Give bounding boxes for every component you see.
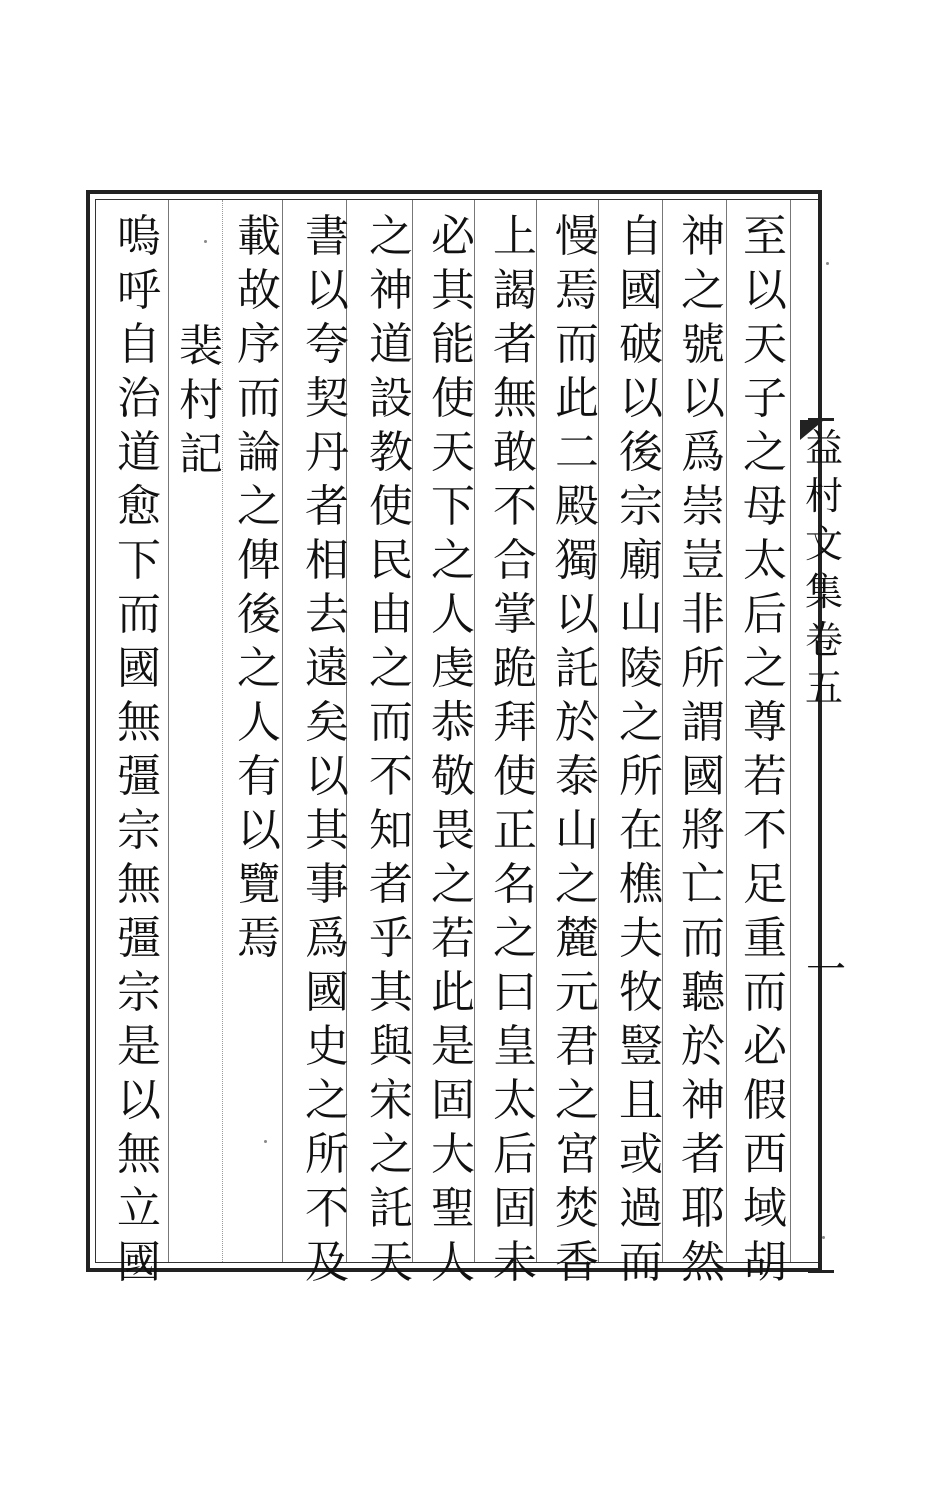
column-char: 記 bbox=[179, 429, 223, 480]
margin-title bbox=[800, 424, 848, 712]
ink-speck bbox=[204, 240, 207, 243]
text-column-7 bbox=[366, 210, 416, 1290]
column-char: 焉 bbox=[237, 913, 281, 964]
column-char: 遠 bbox=[305, 643, 349, 694]
column-char: 而 bbox=[237, 373, 281, 424]
column-char: 者 bbox=[369, 859, 413, 910]
column-char: 宋 bbox=[369, 1075, 413, 1126]
column-char: 泰 bbox=[555, 751, 599, 802]
column-char: 固 bbox=[431, 1075, 475, 1126]
column-char: 香 bbox=[555, 1237, 599, 1288]
column-char: 與 bbox=[369, 1021, 413, 1072]
column-char: 矣 bbox=[305, 697, 349, 748]
column-char: 以 bbox=[305, 265, 349, 316]
column-char: 契 bbox=[305, 373, 349, 424]
text-column-8 bbox=[302, 210, 352, 1290]
column-char: 宮 bbox=[555, 1129, 599, 1180]
column-char: 之 bbox=[369, 1129, 413, 1180]
column-char: 足 bbox=[743, 859, 787, 910]
column-char: 之 bbox=[305, 1075, 349, 1126]
column-char: 人 bbox=[237, 697, 281, 748]
column-char: 之 bbox=[743, 643, 787, 694]
column-char: 破 bbox=[619, 319, 663, 370]
column-char: 史 bbox=[305, 1021, 349, 1072]
column-char: 國 bbox=[681, 751, 725, 802]
column-char: 山 bbox=[555, 805, 599, 856]
column-char: 至 bbox=[743, 211, 787, 262]
column-char: 不 bbox=[743, 805, 787, 856]
column-char: 以 bbox=[681, 373, 725, 424]
column-char: 之 bbox=[555, 859, 599, 910]
column-char: 過 bbox=[619, 1183, 663, 1234]
column-char: 國 bbox=[305, 967, 349, 1018]
column-char: 此 bbox=[431, 967, 475, 1018]
column-char: 西 bbox=[743, 1129, 787, 1180]
column-char: 乎 bbox=[369, 913, 413, 964]
margin-rule-bottom bbox=[808, 1270, 834, 1273]
column-char: 彊 bbox=[117, 913, 161, 964]
column-char: 道 bbox=[117, 427, 161, 478]
column-char: 夫 bbox=[619, 913, 663, 964]
column-char: 書 bbox=[305, 211, 349, 262]
column-char: 無 bbox=[117, 1129, 161, 1180]
column-char: 天 bbox=[743, 319, 787, 370]
column-char: 域 bbox=[743, 1183, 787, 1234]
column-char: 夸 bbox=[305, 319, 349, 370]
column-char: 之 bbox=[681, 265, 725, 316]
column-char: 之 bbox=[369, 211, 413, 262]
text-column-6 bbox=[428, 210, 478, 1290]
column-char: 名 bbox=[493, 859, 537, 910]
column-char: 母 bbox=[743, 481, 787, 532]
column-char: 之 bbox=[431, 535, 475, 586]
column-char: 必 bbox=[431, 211, 475, 262]
margin-title-char: 集 bbox=[804, 570, 843, 614]
column-char: 慢 bbox=[555, 211, 599, 262]
column-char: 所 bbox=[681, 643, 725, 694]
column-char: 國 bbox=[117, 643, 161, 694]
column-char: 以 bbox=[555, 589, 599, 640]
column-char: 崇 bbox=[681, 481, 725, 532]
column-char: 非 bbox=[681, 589, 725, 640]
column-char: 亡 bbox=[681, 859, 725, 910]
text-column-9 bbox=[234, 210, 284, 966]
column-char: 及 bbox=[305, 1237, 349, 1288]
column-char: 論 bbox=[237, 427, 281, 478]
column-rule bbox=[168, 200, 169, 1262]
column-char: 皇 bbox=[493, 1021, 537, 1072]
column-char: 能 bbox=[431, 319, 475, 370]
column-char: 以 bbox=[305, 751, 349, 802]
column-char: 掌 bbox=[493, 589, 537, 640]
column-char: 聖 bbox=[431, 1183, 475, 1234]
column-char: 而 bbox=[117, 589, 161, 640]
column-char: 麓 bbox=[555, 913, 599, 964]
column-char: 治 bbox=[117, 373, 161, 424]
column-char: 民 bbox=[369, 535, 413, 586]
column-char: 胡 bbox=[743, 1237, 787, 1288]
column-char: 將 bbox=[681, 805, 725, 856]
column-char: 有 bbox=[237, 751, 281, 802]
column-char: 其 bbox=[431, 265, 475, 316]
column-char: 之 bbox=[743, 427, 787, 478]
column-char: 國 bbox=[117, 1237, 161, 1288]
ink-speck bbox=[826, 262, 829, 265]
column-char: 虔 bbox=[431, 643, 475, 694]
column-char: 所 bbox=[305, 1129, 349, 1180]
column-char: 之 bbox=[237, 481, 281, 532]
column-char: 神 bbox=[681, 211, 725, 262]
margin-title-char: 村 bbox=[804, 474, 843, 518]
column-char: 上 bbox=[493, 211, 537, 262]
column-char: 牧 bbox=[619, 967, 663, 1018]
ink-speck bbox=[264, 1140, 267, 1143]
margin-title-char: 卷 bbox=[804, 618, 843, 662]
column-char: 無 bbox=[117, 859, 161, 910]
column-char: 由 bbox=[369, 589, 413, 640]
column-char: 恭 bbox=[431, 697, 475, 748]
column-char: 以 bbox=[619, 373, 663, 424]
column-char: 太 bbox=[743, 535, 787, 586]
column-char: 其 bbox=[305, 805, 349, 856]
column-char: 相 bbox=[305, 535, 349, 586]
column-char: 序 bbox=[237, 319, 281, 370]
column-char: 二 bbox=[555, 427, 599, 478]
column-char: 固 bbox=[493, 1183, 537, 1234]
column-char: 之 bbox=[619, 697, 663, 748]
column-char: 敬 bbox=[431, 751, 475, 802]
column-char: 覽 bbox=[237, 859, 281, 910]
column-char: 宗 bbox=[117, 805, 161, 856]
column-char: 之 bbox=[555, 1075, 599, 1126]
column-char: 若 bbox=[431, 913, 475, 964]
column-char: 而 bbox=[743, 967, 787, 1018]
column-char: 去 bbox=[305, 589, 349, 640]
column-char: 大 bbox=[431, 1129, 475, 1180]
column-char: 曰 bbox=[493, 967, 537, 1018]
column-char: 謂 bbox=[681, 697, 725, 748]
column-char: 此 bbox=[555, 373, 599, 424]
column-char: 不 bbox=[305, 1183, 349, 1234]
column-char: 神 bbox=[369, 265, 413, 316]
column-char: 之 bbox=[237, 643, 281, 694]
column-char: 下 bbox=[431, 481, 475, 532]
column-char: 天 bbox=[431, 427, 475, 478]
column-char: 不 bbox=[493, 481, 537, 532]
margin-title-char: 文 bbox=[804, 522, 843, 566]
column-char: 假 bbox=[743, 1075, 787, 1126]
column-char: 村 bbox=[179, 375, 223, 426]
column-char: 其 bbox=[369, 967, 413, 1018]
column-char: 下 bbox=[117, 535, 161, 586]
column-char: 聽 bbox=[681, 967, 725, 1018]
column-char: 是 bbox=[431, 1021, 475, 1072]
column-char: 獨 bbox=[555, 535, 599, 586]
column-char: 天 bbox=[369, 1237, 413, 1288]
column-char: 號 bbox=[681, 319, 725, 370]
column-char: 之 bbox=[369, 643, 413, 694]
column-char: 者 bbox=[493, 319, 537, 370]
column-char: 拜 bbox=[493, 697, 537, 748]
column-char: 畏 bbox=[431, 805, 475, 856]
column-char: 敢 bbox=[493, 427, 537, 478]
column-char: 后 bbox=[493, 1129, 537, 1180]
column-char: 若 bbox=[743, 751, 787, 802]
column-char: 道 bbox=[369, 319, 413, 370]
column-char: 耶 bbox=[681, 1183, 725, 1234]
column-char: 廟 bbox=[619, 535, 663, 586]
column-char: 以 bbox=[237, 805, 281, 856]
column-char: 無 bbox=[493, 373, 537, 424]
column-char: 重 bbox=[743, 913, 787, 964]
column-char: 尊 bbox=[743, 697, 787, 748]
column-char: 爲 bbox=[681, 427, 725, 478]
column-char: 未 bbox=[493, 1237, 537, 1288]
column-char: 爲 bbox=[305, 913, 349, 964]
column-char: 呼 bbox=[117, 265, 161, 316]
column-char: 自 bbox=[117, 319, 161, 370]
column-char: 所 bbox=[619, 751, 663, 802]
column-char: 宗 bbox=[117, 967, 161, 1018]
text-block bbox=[95, 199, 818, 1288]
column-char: 必 bbox=[743, 1021, 787, 1072]
column-char: 愈 bbox=[117, 481, 161, 532]
column-char: 合 bbox=[493, 535, 537, 586]
column-char: 託 bbox=[369, 1183, 413, 1234]
text-column-4 bbox=[552, 210, 602, 1290]
column-char: 者 bbox=[681, 1129, 725, 1180]
column-char: 豈 bbox=[681, 535, 725, 586]
margin-title-char: 益 bbox=[804, 426, 843, 470]
column-char: 子 bbox=[743, 373, 787, 424]
column-char: 而 bbox=[369, 697, 413, 748]
column-char: 之 bbox=[431, 859, 475, 910]
column-char: 者 bbox=[305, 481, 349, 532]
column-char: 或 bbox=[619, 1129, 663, 1180]
text-column-3 bbox=[616, 210, 666, 1290]
column-char: 人 bbox=[431, 1237, 475, 1288]
column-char: 正 bbox=[493, 805, 537, 856]
column-char: 樵 bbox=[619, 859, 663, 910]
column-char: 殿 bbox=[555, 481, 599, 532]
column-char: 載 bbox=[237, 211, 281, 262]
column-char: 無 bbox=[117, 697, 161, 748]
column-char: 事 bbox=[305, 859, 349, 910]
column-char: 在 bbox=[619, 805, 663, 856]
column-char: 託 bbox=[555, 643, 599, 694]
column-char: 君 bbox=[555, 1021, 599, 1072]
column-char: 丹 bbox=[305, 427, 349, 478]
column-char: 於 bbox=[681, 1021, 725, 1072]
column-char: 使 bbox=[369, 481, 413, 532]
text-column-10-title bbox=[176, 320, 226, 482]
text-column-5 bbox=[490, 210, 540, 1290]
column-char: 後 bbox=[237, 589, 281, 640]
column-char: 焚 bbox=[555, 1183, 599, 1234]
page-frame bbox=[86, 190, 822, 1288]
text-column-1 bbox=[740, 210, 790, 1290]
column-char: 國 bbox=[619, 265, 663, 316]
column-char: 以 bbox=[117, 1075, 161, 1126]
column-char: 后 bbox=[743, 589, 787, 640]
column-char: 太 bbox=[493, 1075, 537, 1126]
column-char: 焉 bbox=[555, 265, 599, 316]
column-char: 故 bbox=[237, 265, 281, 316]
column-char: 宗 bbox=[619, 481, 663, 532]
column-char: 嗚 bbox=[117, 211, 161, 262]
column-char: 豎 bbox=[619, 1021, 663, 1072]
ink-speck bbox=[822, 1236, 825, 1239]
column-char: 立 bbox=[117, 1183, 161, 1234]
column-char: 使 bbox=[493, 751, 537, 802]
page-number: 一 bbox=[806, 947, 846, 993]
column-char: 自 bbox=[619, 211, 663, 262]
column-char: 元 bbox=[555, 967, 599, 1018]
text-column-2 bbox=[678, 210, 728, 1290]
column-char: 山 bbox=[619, 589, 663, 640]
column-char: 之 bbox=[493, 913, 537, 964]
column-char: 設 bbox=[369, 373, 413, 424]
column-char: 彊 bbox=[117, 751, 161, 802]
column-char: 後 bbox=[619, 427, 663, 478]
column-char: 而 bbox=[619, 1237, 663, 1288]
column-char: 跪 bbox=[493, 643, 537, 694]
column-char: 陵 bbox=[619, 643, 663, 694]
column-char: 是 bbox=[117, 1021, 161, 1072]
column-char: 裴 bbox=[179, 321, 223, 372]
column-char: 然 bbox=[681, 1237, 725, 1288]
column-char: 於 bbox=[555, 697, 599, 748]
column-char: 不 bbox=[369, 751, 413, 802]
column-char: 以 bbox=[743, 265, 787, 316]
column-char: 神 bbox=[681, 1075, 725, 1126]
column-char: 教 bbox=[369, 427, 413, 478]
column-char: 謁 bbox=[493, 265, 537, 316]
margin-title-char: 五 bbox=[804, 666, 843, 710]
column-char: 使 bbox=[431, 373, 475, 424]
column-char: 而 bbox=[555, 319, 599, 370]
column-char: 知 bbox=[369, 805, 413, 856]
column-char: 人 bbox=[431, 589, 475, 640]
column-char: 且 bbox=[619, 1075, 663, 1126]
column-char: 而 bbox=[681, 913, 725, 964]
text-column-11 bbox=[114, 210, 164, 1290]
column-char: 俾 bbox=[237, 535, 281, 586]
